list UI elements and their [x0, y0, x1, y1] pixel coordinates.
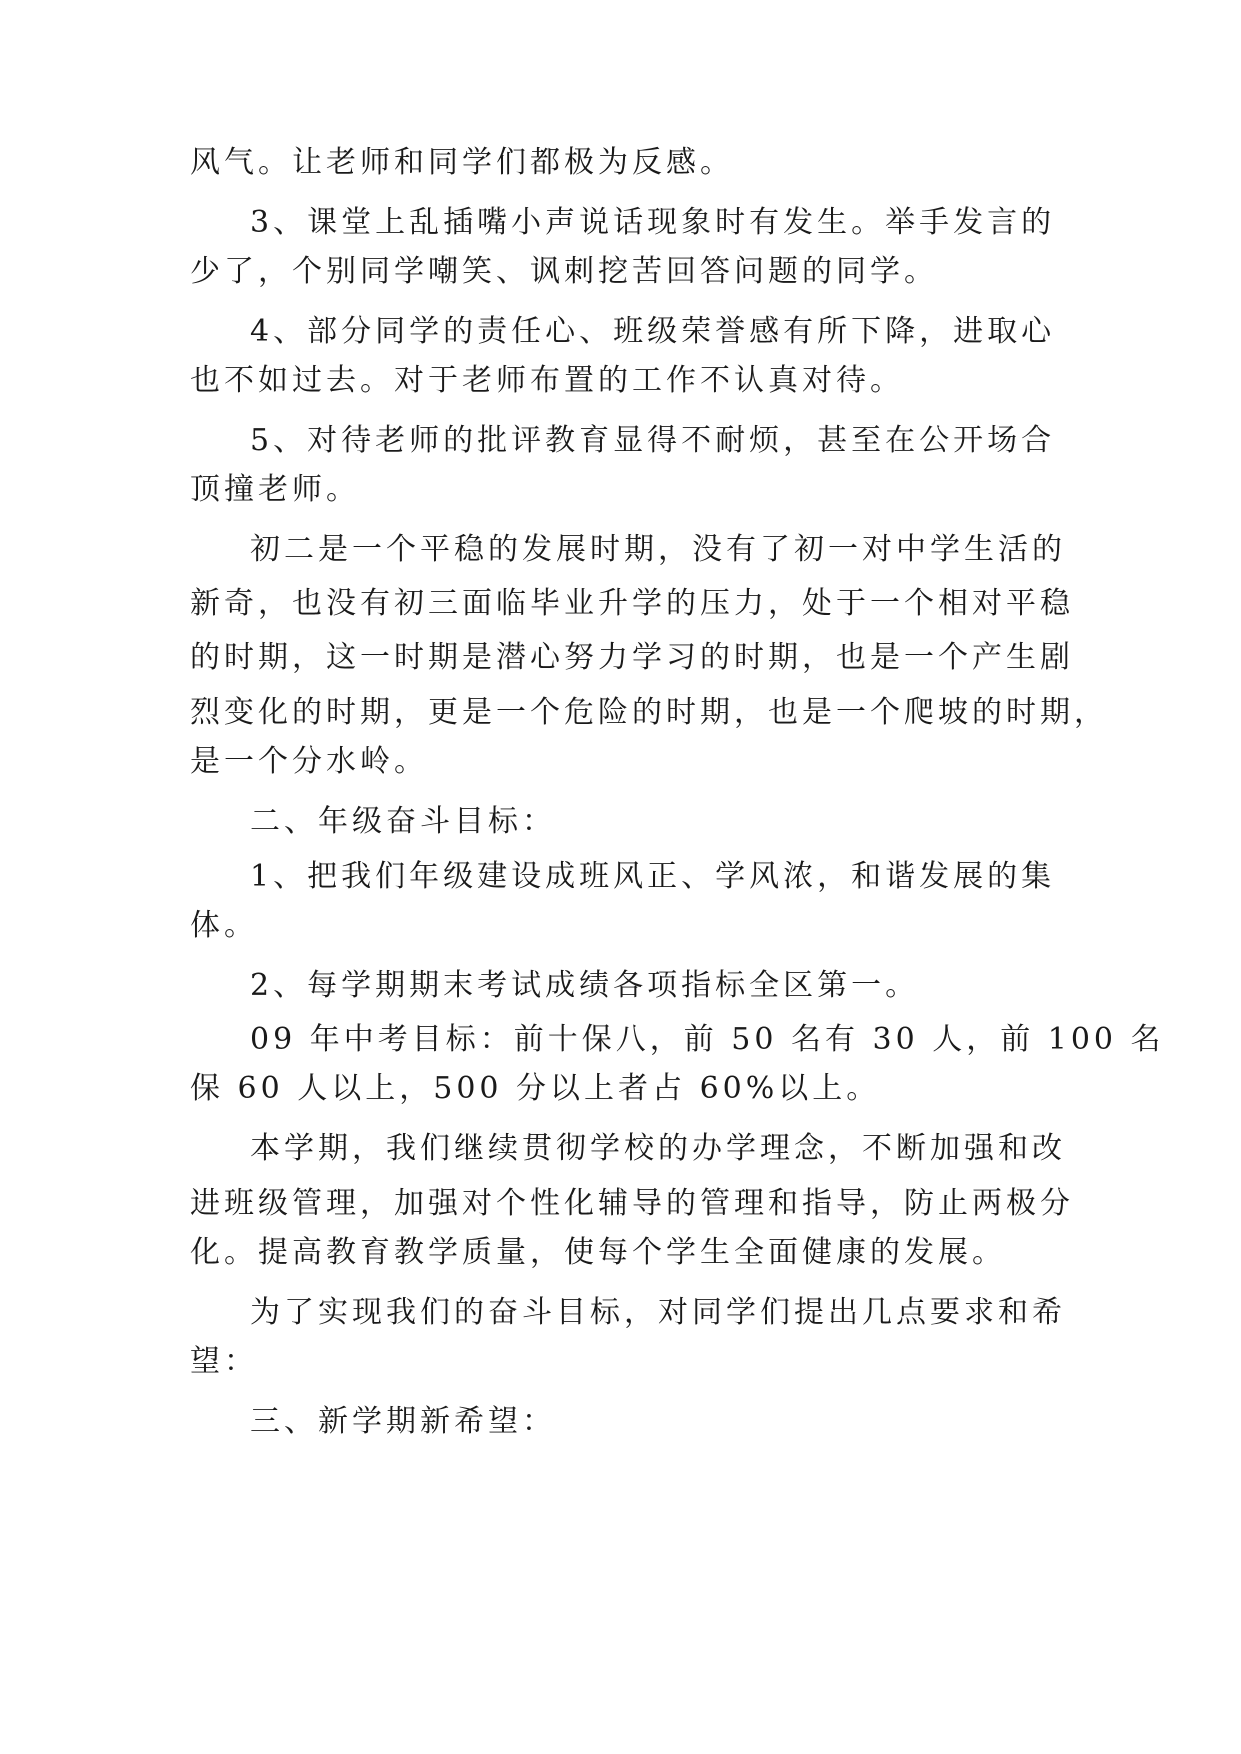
text-line: 化。提高教育教学质量，使每个学生全面健康的发展。 — [190, 1235, 1006, 1270]
section-heading: 二、年级奋斗目标： — [250, 804, 556, 839]
text-line: 少了，个别同学嘲笑、讽刺挖苦回答问题的同学。 — [190, 254, 938, 289]
text-line: 进班级管理，加强对个性化辅导的管理和指导，防止两极分 — [190, 1186, 1074, 1221]
text-line: 的时期，这一时期是潜心努力学习的时期，也是一个产生剧 — [190, 640, 1074, 675]
text-line: 1、把我们年级建设成班风正、学风浓，和谐发展的集 — [250, 859, 1056, 894]
text-line: 09 年中考目标：前十保八，前 50 名有 30 人，前 100 名 — [250, 1022, 1165, 1057]
text-line: 2、每学期期末考试成绩各项指标全区第一。 — [250, 968, 920, 1003]
text-line: 新奇，也没有初三面临毕业升学的压力，处于一个相对平稳 — [190, 586, 1074, 621]
text-line: 烈变化的时期，更是一个危险的时期，也是一个爬坡的时期， — [190, 695, 1108, 730]
text-line: 顶撞老师。 — [190, 472, 360, 507]
text-line: 保 60 人以上，500 分以上者占 60%以上。 — [190, 1071, 881, 1106]
text-line: 为了实现我们的奋斗目标，对同学们提出几点要求和希 — [250, 1295, 1066, 1330]
text-line: 是一个分水岭。 — [190, 744, 428, 779]
text-line: 初二是一个平稳的发展时期，没有了初一对中学生活的 — [250, 532, 1066, 567]
text-line: 本学期，我们继续贯彻学校的办学理念，不断加强和改 — [250, 1131, 1066, 1166]
text-line: 3、课堂上乱插嘴小声说话现象时有发生。举手发言的 — [250, 205, 1056, 240]
section-heading: 三、新学期新希望： — [250, 1404, 556, 1439]
text-line: 体。 — [190, 908, 258, 943]
text-line: 5、对待老师的批评教育显得不耐烦，甚至在公开场合 — [250, 423, 1056, 458]
text-line: 望： — [190, 1344, 258, 1379]
text-line: 也不如过去。对于老师布置的工作不认真对待。 — [190, 363, 904, 398]
text-line: 风气。让老师和同学们都极为反感。 — [190, 145, 734, 180]
text-line: 4、部分同学的责任心、班级荣誉感有所下降，进取心 — [250, 314, 1056, 349]
